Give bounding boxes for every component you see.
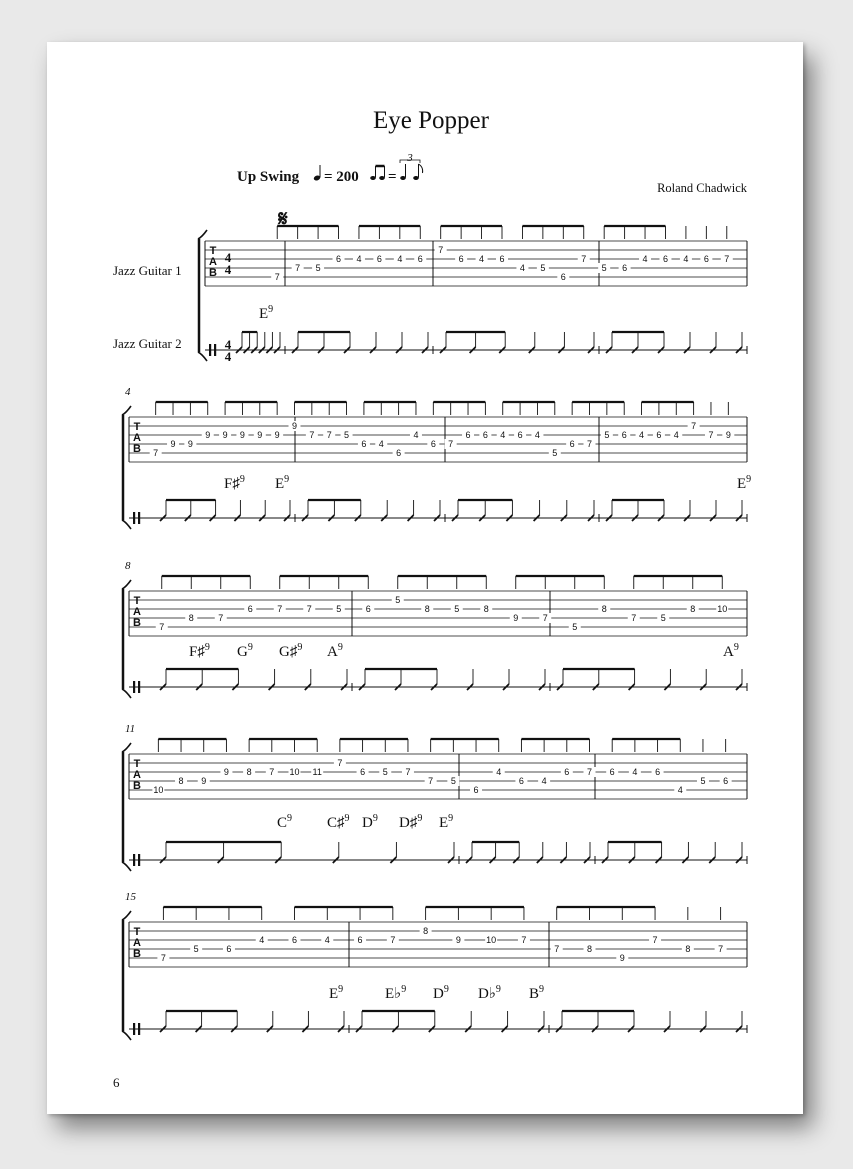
fret-number: 6 [430, 439, 436, 449]
measure-number: 11 [125, 723, 136, 735]
fret-number: 9 [291, 421, 298, 431]
fret-number: 8 [586, 944, 593, 954]
chord-root: E [275, 476, 285, 492]
time-signature-bottom: 4 [224, 349, 232, 364]
fret-number: 9 [201, 776, 207, 786]
fret-number: 8 [246, 767, 252, 777]
fret-number: 4 [534, 430, 540, 440]
fret-number: 6 [662, 254, 668, 264]
segno-sign: 𝄋 [278, 207, 288, 232]
system-3 [122, 560, 747, 698]
fret-number: 5 [552, 448, 558, 458]
fret-number: 4 [500, 430, 506, 440]
fret-number: 7 [326, 430, 332, 440]
fret-number: 6 [564, 767, 570, 777]
fret-number: 10 [289, 767, 300, 777]
fret-number: 10 [153, 785, 164, 795]
fret-number: 7 [269, 767, 275, 777]
measure-number: 8 [125, 560, 131, 572]
chord-root: E [737, 476, 747, 492]
fret-number: 9 [274, 430, 280, 440]
chord-root: E [329, 986, 339, 1002]
system-4 [122, 723, 747, 871]
chord-extension: 9 [746, 474, 752, 485]
fret-number: 7 [724, 254, 730, 264]
bracket-bottom-hook [122, 862, 131, 871]
fret-number: 7 [160, 953, 166, 963]
fret-number: 7 [554, 944, 560, 954]
fret-number: 6 [609, 767, 615, 777]
neutral-clef-bar [138, 512, 140, 524]
chord-extension: 9 [204, 642, 210, 653]
fret-number: 6 [723, 776, 729, 786]
fret-number: 6 [365, 604, 371, 614]
fret-number: 7 [581, 254, 587, 264]
system-2 [122, 386, 751, 529]
chord-symbol [737, 474, 751, 492]
chord-extension: 9 [372, 813, 378, 824]
chord-symbol [529, 984, 544, 1002]
fret-number: 5 [193, 944, 199, 954]
fret-number: 7 [718, 944, 724, 954]
neutral-clef-bar [138, 1023, 140, 1035]
bracket-top-hook [122, 406, 131, 415]
chord-root: D [362, 815, 373, 831]
neutral-clef-bar [209, 344, 211, 356]
tab-clef-letter: A [133, 432, 141, 444]
fret-number: 4 [677, 785, 683, 795]
fret-number: 9 [455, 935, 461, 945]
chord-extension: 9 [338, 984, 344, 995]
fret-number: 7 [274, 272, 280, 282]
chord-extension: 9 [337, 642, 343, 653]
chord-extension: 9 [448, 813, 454, 824]
fret-number: 6 [656, 430, 662, 440]
fret-number: 6 [291, 935, 298, 945]
tab-clef-letter: A [133, 606, 141, 618]
bracket-top-hook [122, 580, 131, 589]
bracket-bottom-hook [198, 352, 207, 361]
fret-number: 7 [277, 604, 283, 614]
fret-number: 8 [188, 613, 194, 623]
fret-number: 4 [639, 430, 645, 440]
chord-root: D♭ [478, 986, 496, 1002]
fret-number: 7 [306, 604, 312, 614]
fret-number: 9 [257, 430, 263, 440]
chord-root: A [327, 644, 338, 660]
tab-clef-letter: T [133, 758, 141, 770]
measure-number: 15 [125, 891, 136, 903]
system-5 [122, 891, 747, 1040]
neutral-clef-bar [133, 512, 135, 524]
fret-number: 9 [222, 430, 228, 440]
fret-number: 7 [390, 935, 396, 945]
fret-number: 7 [295, 263, 301, 273]
fret-number: 7 [448, 439, 454, 449]
fret-number: 5 [315, 263, 321, 273]
fret-number: 4 [378, 439, 384, 449]
fret-number: 6 [247, 604, 253, 614]
chord-symbol [237, 642, 253, 660]
fret-number: 7 [586, 439, 593, 449]
chord-symbol [189, 642, 210, 660]
time-signature-top: 4 [224, 250, 232, 265]
fret-number: 6 [465, 430, 471, 440]
fret-number: 6 [396, 448, 402, 458]
chord-extension: 9 [539, 984, 545, 995]
tab-clef-letter: B [133, 617, 141, 629]
chord-symbol [279, 642, 302, 660]
tab-clef-letter: B [133, 443, 141, 455]
fret-number: 4 [519, 263, 525, 273]
fret-number: 6 [655, 767, 661, 777]
tab-clef-letter: T [133, 421, 141, 433]
fret-number: 7 [708, 430, 714, 440]
fret-number: 6 [560, 272, 566, 282]
chord-symbol [723, 642, 739, 660]
fret-number: 4 [413, 430, 419, 440]
tempo-marking [237, 152, 423, 185]
fret-number: 7 [438, 245, 444, 255]
fret-number: 4 [541, 776, 547, 786]
fret-number: 4 [324, 935, 330, 945]
chord-root: E [259, 306, 269, 322]
fret-number: 9 [513, 613, 519, 623]
fret-number: 5 [454, 604, 460, 614]
chord-symbol [329, 984, 343, 1002]
fret-number: 8 [690, 604, 696, 614]
measure-number: 4 [125, 386, 131, 398]
fret-number: 4 [673, 430, 679, 440]
score [47, 42, 803, 1114]
tab-clef-letter: A [133, 937, 141, 949]
tempo-bpm: = 200 [324, 169, 359, 185]
chord-root: B [529, 986, 540, 1002]
tab-clef-letter: T [209, 245, 217, 257]
fret-number: 6 [458, 254, 464, 264]
system-1 [198, 207, 747, 364]
chord-root: D [433, 986, 444, 1002]
fret-number: 7 [159, 622, 165, 632]
fret-number: 5 [395, 595, 401, 605]
chord-extension: 9 [287, 813, 293, 824]
chord-root: A [723, 644, 734, 660]
fret-number: 7 [309, 430, 315, 440]
chord-root: D♯ [399, 815, 418, 831]
tab-clef-letter: A [209, 256, 217, 268]
chord-extension: 9 [417, 813, 423, 824]
chord-symbol [327, 813, 350, 831]
fret-number: 6 [621, 430, 627, 440]
chord-root: C [277, 815, 288, 831]
chord-root: E♭ [385, 986, 402, 1002]
fret-number: 6 [518, 776, 524, 786]
fret-number: 5 [540, 263, 546, 273]
chord-extension: 9 [239, 474, 245, 485]
fret-number: 6 [361, 439, 367, 449]
fret-number: 8 [424, 604, 430, 614]
fret-number: 9 [239, 430, 245, 440]
fret-number: 6 [357, 935, 363, 945]
chord-extension: 9 [733, 642, 739, 653]
tab-clef-letter: B [209, 267, 217, 279]
chord-symbol [275, 474, 289, 492]
chord-extension: 9 [443, 984, 449, 995]
bracket-top-hook [198, 230, 207, 239]
neutral-clef-bar [133, 854, 135, 866]
neutral-clef-bar [138, 854, 140, 866]
chord-extension: 9 [401, 984, 407, 995]
fret-number: 10 [486, 935, 497, 945]
fret-number: 7 [691, 421, 697, 431]
chord-root: F♯ [189, 644, 205, 660]
chord-symbol [385, 984, 406, 1002]
tempo-style: Up Swing [237, 169, 300, 185]
fret-number: 9 [205, 430, 211, 440]
fret-number: 6 [336, 254, 342, 264]
fret-number: 6 [482, 430, 488, 440]
chord-root: F♯ [224, 476, 240, 492]
time-signature-bottom: 4 [224, 262, 232, 277]
song-title: Eye Popper [373, 107, 489, 134]
fret-number: 7 [586, 767, 593, 777]
fret-number: 5 [660, 613, 666, 623]
neutral-clef-bar [214, 344, 216, 356]
chord-symbol [362, 813, 378, 831]
bracket-top-hook [122, 911, 131, 920]
chord-root: E [439, 815, 449, 831]
fret-number: 6 [569, 439, 575, 449]
fret-number: 4 [683, 254, 689, 264]
fret-number: 9 [170, 439, 176, 449]
fret-number: 4 [632, 767, 638, 777]
fret-number: 9 [619, 953, 625, 963]
bracket-bottom-hook [122, 1031, 131, 1040]
fret-number: 10 [717, 604, 728, 614]
tab-clef-letter: B [133, 948, 141, 960]
fret-number: 7 [428, 776, 434, 786]
chord-extension: 9 [495, 984, 501, 995]
chord-extension: 9 [284, 474, 290, 485]
fret-number: 5 [450, 776, 456, 786]
chord-extension: 9 [247, 642, 253, 653]
neutral-clef-bar [133, 1023, 135, 1035]
chord-symbol [277, 813, 292, 831]
chord-symbol [327, 642, 343, 660]
fret-number: 4 [397, 254, 403, 264]
bracket-bottom-hook [122, 520, 131, 529]
chord-symbol [224, 474, 245, 492]
fret-number: 4 [496, 767, 502, 777]
fret-number: 9 [725, 430, 731, 440]
fret-number: 5 [601, 263, 607, 273]
tab-clef-letter: B [133, 780, 141, 792]
chord-extension: 9 [268, 304, 274, 315]
fret-number: 5 [344, 430, 350, 440]
sheet-music-page [47, 42, 803, 1114]
swing-equals: = [388, 169, 397, 185]
fret-number: 4 [479, 254, 485, 264]
chord-root: C♯ [327, 815, 345, 831]
fret-number: 6 [622, 263, 628, 273]
page-number: 6 [113, 1075, 120, 1090]
composer-name: Roland Chadwick [657, 181, 747, 195]
fret-number: 5 [700, 776, 706, 786]
instrument-label-guitar-2: Jazz Guitar 2 [113, 336, 182, 351]
fret-number: 5 [336, 604, 342, 614]
fret-number: 8 [423, 926, 429, 936]
chord-symbol [439, 813, 453, 831]
fret-number: 7 [337, 758, 343, 768]
fret-number: 11 [312, 767, 322, 777]
svg-text:3: 3 [407, 152, 413, 164]
fret-number: 7 [405, 767, 411, 777]
fret-number: 8 [483, 604, 489, 614]
swing-eighths-icon [370, 166, 385, 180]
fret-number: 7 [631, 613, 637, 623]
tab-clef-letter: T [133, 926, 141, 938]
fret-number: 6 [360, 767, 366, 777]
fret-number: 8 [685, 944, 691, 954]
neutral-clef-bar [133, 681, 135, 693]
fret-number: 6 [417, 254, 423, 264]
fret-number: 6 [517, 430, 523, 440]
chord-root: G♯ [279, 644, 298, 660]
neutral-clef-bar [138, 681, 140, 693]
chord-symbol [399, 813, 422, 831]
fret-number: 5 [382, 767, 388, 777]
bracket-bottom-hook [122, 689, 131, 698]
fret-number: 8 [178, 776, 184, 786]
fret-number: 5 [604, 430, 610, 440]
fret-number: 4 [259, 935, 265, 945]
fret-number: 7 [153, 448, 159, 458]
chord-extension: 9 [344, 813, 350, 824]
swing-triplet-icon [400, 152, 423, 180]
systems [122, 207, 751, 1040]
instrument-label-guitar-1: Jazz Guitar 1 [113, 263, 182, 278]
chord-extension: 9 [297, 642, 303, 653]
fret-number: 5 [572, 622, 578, 632]
bracket-top-hook [122, 743, 131, 752]
fret-number: 9 [223, 767, 229, 777]
chord-symbol [259, 304, 273, 322]
chord-symbol [478, 984, 501, 1002]
fret-number: 7 [521, 935, 527, 945]
fret-number: 6 [499, 254, 505, 264]
quarter-note-icon [313, 165, 321, 181]
time-signature-top: 4 [224, 337, 232, 352]
fret-number: 6 [473, 785, 479, 795]
tab-clef-letter: A [133, 769, 141, 781]
fret-number: 7 [542, 613, 548, 623]
fret-number: 8 [601, 604, 607, 614]
chord-symbol [433, 984, 449, 1002]
fret-number: 6 [376, 254, 382, 264]
tab-clef-letter: T [133, 595, 141, 607]
fret-number: 7 [652, 935, 658, 945]
fret-number: 9 [187, 439, 193, 449]
chord-root: G [237, 644, 248, 660]
fret-number: 7 [218, 613, 224, 623]
fret-number: 6 [703, 254, 709, 264]
fret-number: 4 [642, 254, 648, 264]
fret-number: 6 [226, 944, 232, 954]
fret-number: 4 [356, 254, 362, 264]
